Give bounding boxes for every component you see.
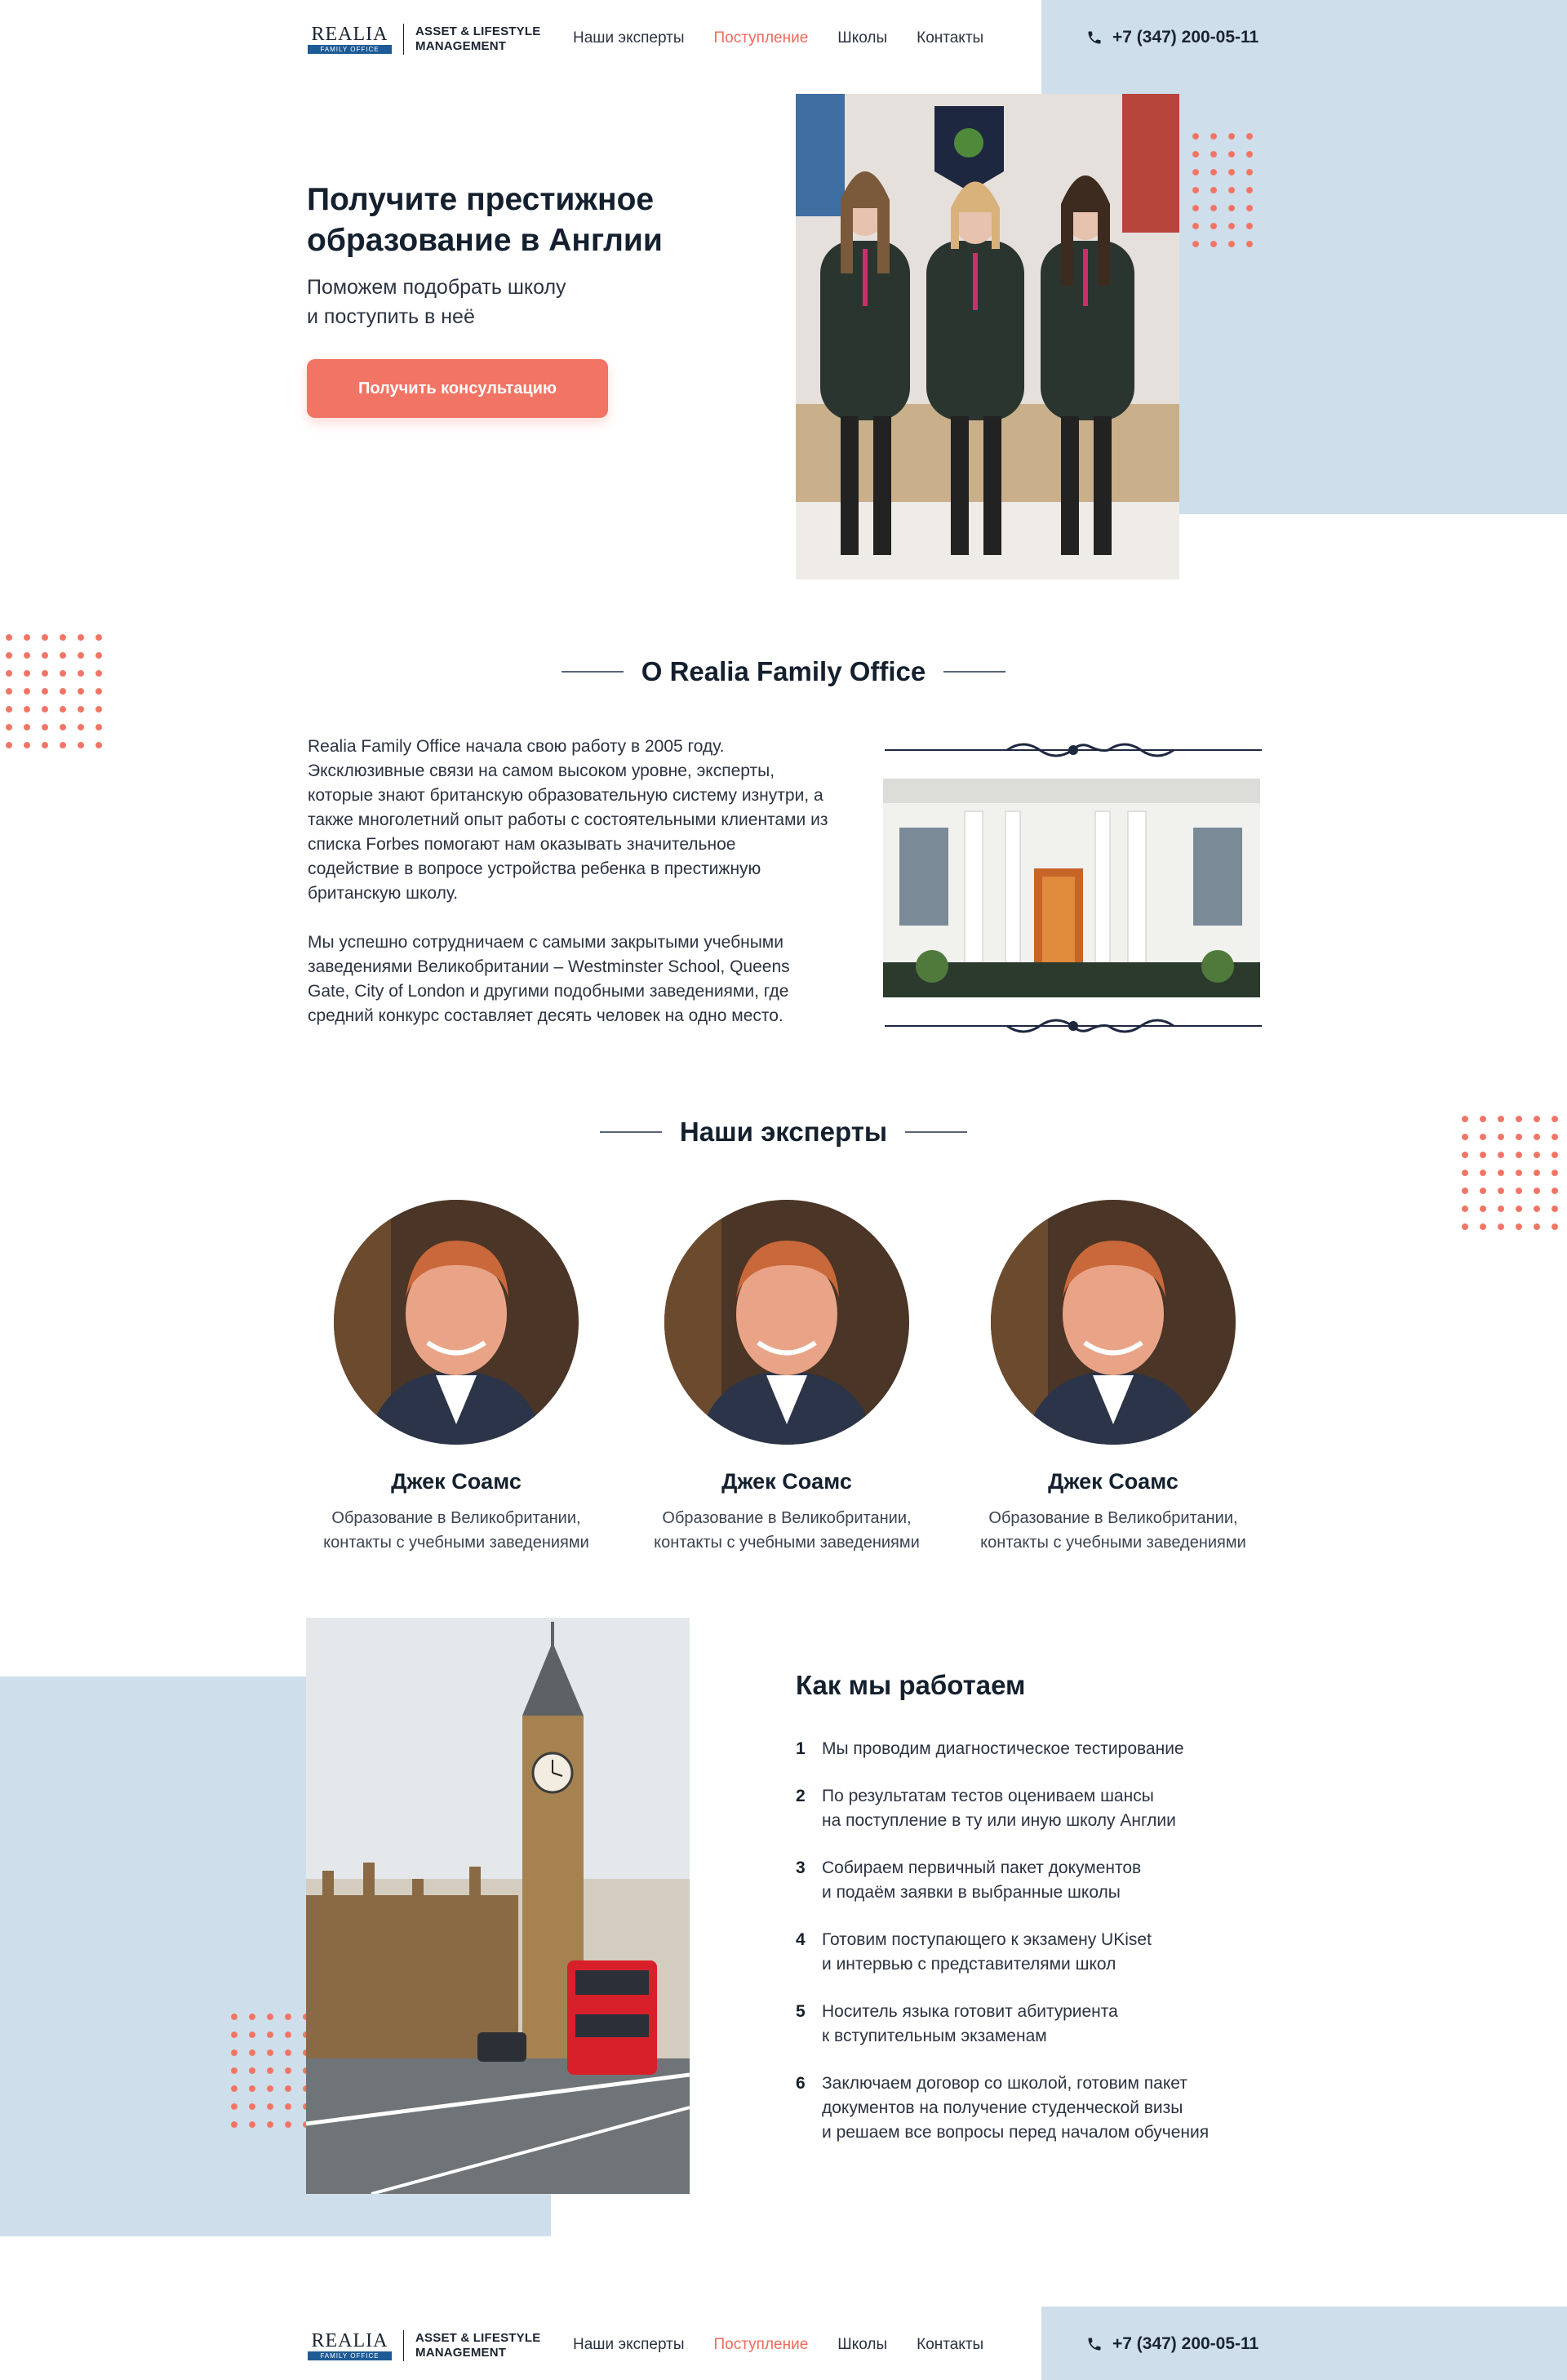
logo-tagline-line: MANAGEMENT [415, 2346, 507, 2360]
heading-line [600, 1131, 662, 1133]
about-paragraph: Мы успешно сотрудничаем с самыми закрытыми учебными заведениями Великобритании – Westminster School, Queens Gate, City of London и другими подобными заведениями, где средний конкурс составляет десять человек на одно место. [308, 933, 790, 1025]
expert-role-line: контакты с учебными заведениями [654, 1534, 920, 1552]
expert-role-line: Образование в Великобритании, [331, 1509, 581, 1527]
step-text: По результатам тестов оцениваем шансы на поступление в ту или иную школу Англии [822, 1787, 1176, 1830]
expert-name: Джек Соамс [391, 1469, 522, 1494]
step-item [796, 2000, 1302, 2049]
how-we-work-title: Как мы работаем [796, 1670, 1026, 1700]
london-big-ben-photo [306, 1618, 690, 2194]
heading-line [905, 1131, 967, 1133]
footer-header [0, 2307, 1567, 2380]
about-paragraph: Realia Family Office начала свою работу в 2005 году. Эксклюзивные связи на самом высоком уровне, эксперты, которые знают британскую образовательную систему изнутри, а также многолетний опыт работы с состоятельными клиентами из списка Forbes помогают нам оказывать значительное содействие в вопросе устройства ребенка в престижную британскую школу. [308, 737, 828, 903]
step-number: 4 [796, 1930, 806, 1949]
step-number: 2 [796, 1787, 806, 1805]
heading-line [943, 671, 1005, 673]
get-consultation-button[interactable]: Получить консультацию [307, 359, 608, 418]
experts-heading [457, 1117, 1110, 1148]
nav-item-experts[interactable]: Наши эксперты [573, 29, 685, 47]
phone-icon [1086, 29, 1103, 46]
dots-pattern [225, 2008, 315, 2134]
step-item [796, 2071, 1302, 2145]
dots-pattern [1456, 1110, 1564, 1236]
logo-tagline-line: ASSET & LIFESTYLE [415, 24, 541, 38]
expert-portrait [334, 1200, 579, 1445]
footer-nav [573, 2336, 983, 2354]
avatar [664, 1200, 909, 1445]
main-nav [573, 29, 983, 47]
logo-tagline-line: ASSET & LIFESTYLE [415, 2331, 541, 2345]
avatar [334, 1200, 579, 1445]
phone-link[interactable] [1086, 2334, 1258, 2354]
nav-item-contacts[interactable]: Контакты [917, 2336, 984, 2353]
expert-portrait [991, 1200, 1236, 1445]
logo-band: FAMILY OFFICE [308, 45, 392, 54]
step-item [796, 1856, 1302, 1905]
step-text: Готовим поступающего к экзамену UKiset и интервью с представителями школ [822, 1930, 1152, 1974]
heading-line [562, 671, 624, 673]
logo[interactable] [308, 23, 540, 56]
nav-item-contacts[interactable]: Контакты [917, 29, 984, 47]
hero-title: Получите престижное образование в Англии [307, 182, 663, 258]
expert-name: Джек Соамс [721, 1469, 852, 1494]
step-number: 1 [796, 1739, 806, 1758]
step-item [796, 1784, 1302, 1833]
avatar [991, 1200, 1236, 1445]
ornament-divider [885, 739, 1262, 761]
phone-number: +7 (347) 200-05-11 [1112, 28, 1259, 47]
logo-mark [308, 2331, 392, 2360]
students-illustration [796, 94, 1179, 579]
hero-students-photo [796, 94, 1179, 579]
steps-list [796, 1737, 1302, 2145]
logo-band: FAMILY OFFICE [308, 2351, 392, 2360]
expert-portrait [664, 1200, 909, 1445]
about-text [308, 735, 830, 1053]
dots-pattern [0, 628, 108, 754]
expert-role-line: контакты с учебными заведениями [980, 1534, 1246, 1552]
logo-mark [308, 24, 392, 54]
phone-box [1041, 0, 1567, 78]
expert-name: Джек Соамс [1048, 1469, 1179, 1494]
nav-item-experts[interactable]: Наши эксперты [573, 2336, 685, 2353]
logo-divider [403, 24, 404, 55]
ornament-divider [885, 1015, 1262, 1037]
school-building-photo [883, 779, 1260, 997]
logo-tagline [415, 2331, 540, 2360]
step-item [796, 1928, 1302, 1977]
step-text: Собираем первичный пакет документов и подаём заявки в выбранные школы [822, 1858, 1142, 1902]
phone-link[interactable] [1086, 28, 1258, 47]
phone-number: +7 (347) 200-05-11 [1112, 2334, 1259, 2353]
phone-icon [1086, 2336, 1103, 2352]
expert-role-line: Образование в Великобритании, [988, 1509, 1238, 1527]
expert-role [293, 1506, 619, 1555]
step-item [796, 1737, 1302, 1761]
nav-item-admission[interactable]: Поступление [713, 29, 809, 47]
expert-card[interactable] [624, 1200, 950, 1555]
logo[interactable] [308, 2329, 540, 2362]
about-title: О Realia Family Office [641, 656, 926, 686]
step-text: Заключаем договор со школой, готовим пакет документов на получение студенческой визы и решаем все вопросы перед началом обучения [822, 2074, 1210, 2142]
logo-tagline-line: MANAGEMENT [415, 39, 507, 53]
expert-card[interactable] [293, 1200, 619, 1555]
step-text: Мы проводим диагностическое тестирование [822, 1739, 1184, 1758]
logo-word: REALIA [311, 24, 388, 45]
top-header [0, 0, 1567, 78]
dots-pattern [1187, 127, 1258, 253]
experts-title: Наши эксперты [679, 1117, 888, 1147]
expert-role-line: Образование в Великобритании, [662, 1509, 912, 1527]
hero-subtitle: Поможем подобрать школу и поступить в неё [307, 276, 566, 328]
about-heading [457, 656, 1110, 687]
step-number: 3 [796, 1858, 806, 1877]
step-number: 5 [796, 2002, 806, 2021]
expert-role [624, 1506, 950, 1555]
nav-item-schools[interactable]: Школы [837, 29, 888, 47]
expert-role [950, 1506, 1276, 1555]
logo-divider [403, 2330, 404, 2361]
nav-item-schools[interactable]: Школы [837, 2336, 888, 2353]
logo-tagline [415, 24, 540, 54]
expert-role-line: контакты с учебными заведениями [323, 1534, 589, 1552]
london-illustration [306, 1618, 690, 2194]
expert-card[interactable] [950, 1200, 1276, 1555]
logo-word: REALIA [311, 2330, 388, 2351]
building-illustration [883, 779, 1260, 997]
nav-item-admission[interactable]: Поступление [713, 2336, 809, 2353]
step-number: 6 [796, 2074, 806, 2093]
step-text: Носитель языка готовит абитуриента к вступительным экзаменам [822, 2002, 1118, 2045]
phone-box [1041, 2307, 1567, 2380]
